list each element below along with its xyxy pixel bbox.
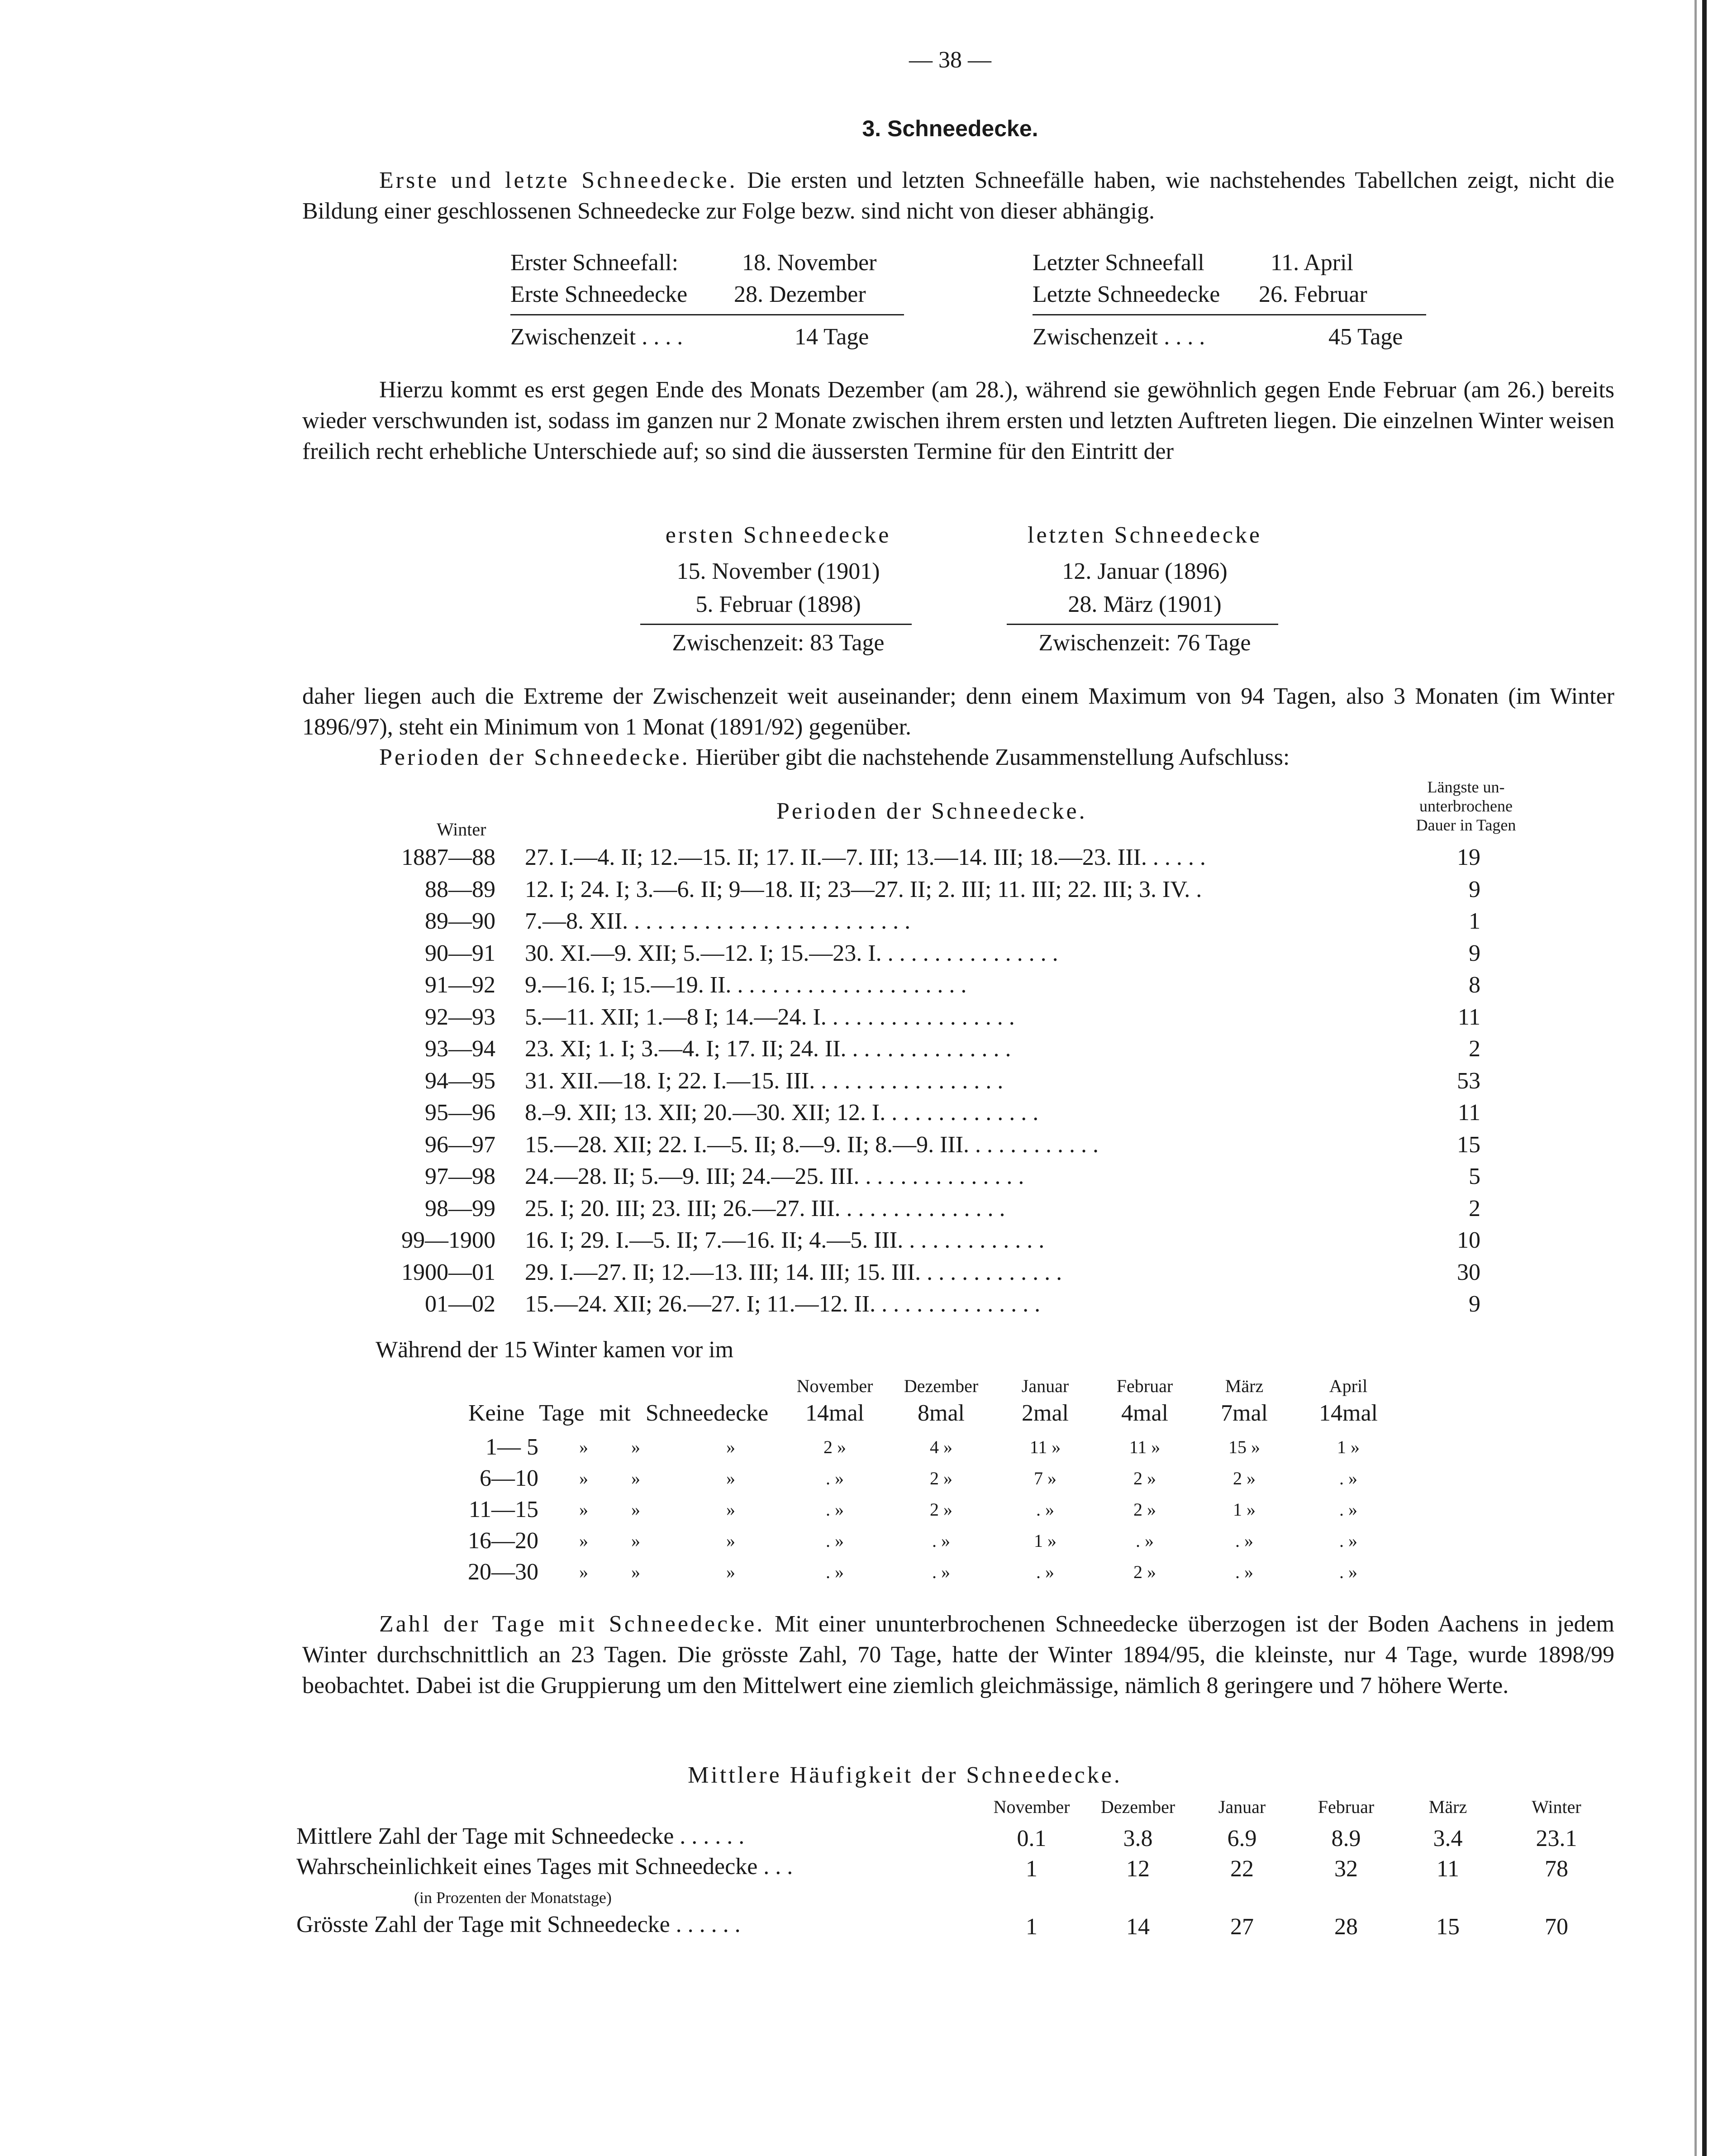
freq-value: . »: [1136, 1531, 1154, 1551]
t1-right-label-1: Letzter Schneefall: [1033, 250, 1204, 276]
freq-value: . »: [1235, 1562, 1253, 1582]
freq-range: 6—10: [480, 1465, 538, 1491]
freq-month-header: November: [796, 1376, 873, 1396]
period-winter: 91—92: [425, 972, 495, 998]
freq-value: . »: [826, 1562, 844, 1582]
period-winter: 95—96: [425, 1100, 495, 1126]
periods-col-periods: Perioden der Schneedecke.: [776, 798, 1087, 824]
freq-keine-value: 14mal: [805, 1400, 864, 1426]
freq-value: . »: [1339, 1499, 1357, 1520]
period-list: 15.—24. XII; 26.—27. I; 11.—12. II. . . . . . . . . . . . . . .: [525, 1291, 1041, 1317]
paragraph-text: Hierüber gibt die nachstehende Zusammenstellung Aufschluss:: [690, 744, 1290, 770]
mittlere-value: 27: [1230, 1914, 1254, 1940]
t2-left-1: 15. November (1901): [676, 558, 880, 584]
t2-right-2: 28. März (1901): [1068, 591, 1222, 617]
period-max: 11: [1457, 1100, 1480, 1126]
mittlere-value: 8.9: [1331, 1826, 1361, 1851]
period-max: 1: [1469, 908, 1480, 934]
freq-range: 16—20: [468, 1528, 538, 1554]
freq-row-label: Keine Tage mit Schneedecke: [468, 1400, 769, 1426]
t2-left-3: Zwischenzeit: 83 Tage: [672, 630, 885, 656]
freq-value: 2 »: [1133, 1468, 1156, 1488]
t2-right-3: Zwischenzeit: 76 Tage: [1038, 630, 1251, 656]
period-list: 29. I.—27. II; 12.—13. III; 14. III; 15. III. . . . . . . . . . . . .: [525, 1259, 1062, 1285]
t1-left-label-3: Zwischenzeit . . . .: [510, 324, 683, 350]
period-list: 8.–9. XII; 13. XII; 20.—30. XII; 12. I. . . . . . . . . . . . . .: [525, 1100, 1039, 1126]
mittlere-row-note: (in Prozenten der Monatstage): [414, 1889, 612, 1907]
period-list: 15.—28. XII; 22. I.—5. II; 8.—9. II; 8.—9. III. . . . . . . . . . . .: [525, 1131, 1099, 1158]
paragraph-onset: Hierzu kommt es erst gegen Ende des Monats Dezember (am 28.), während sie gewöhnlich gegen Ende Februar (am 26.) bereits wieder verschwunden ist, sodass im ganzen nur 2 Monate zwischen ihrem ersten und letzten Auftreten liegen. Die einzelnen Winter weisen freilich recht erhebliche Unterschiede auf; so sind die äussersten Termine für den Eintritt der: [302, 377, 1614, 464]
mittlere-value: 32: [1334, 1856, 1358, 1882]
freq-ditto: »: [579, 1468, 588, 1488]
period-list: 5.—11. XII; 1.—8 I; 14.—24. I. . . . . . . . . . . . . . . . .: [525, 1004, 1015, 1030]
mittlere-value: 1: [1026, 1914, 1037, 1940]
period-list: 12. I; 24. I; 3.—6. II; 9—18. II; 23—27. II; 2. III; 11. III; 22. III; 3. IV. .: [525, 876, 1202, 902]
period-winter: 01—02: [425, 1291, 495, 1317]
freq-ditto: »: [631, 1531, 640, 1551]
paragraph-lead: Zahl der Tage mit Schneedecke.: [379, 1611, 765, 1637]
freq-value: 1 »: [1034, 1531, 1056, 1551]
freq-value: . »: [1036, 1499, 1054, 1520]
freq-month-header: März: [1225, 1376, 1264, 1396]
mittlere-col-header: November: [993, 1797, 1070, 1817]
mittlere-value: 23.1: [1536, 1826, 1577, 1851]
freq-keine-value: 2mal: [1022, 1400, 1069, 1426]
period-max: 9: [1469, 876, 1480, 902]
freq-value: 2 »: [1133, 1562, 1156, 1582]
period-max: 2: [1469, 1036, 1480, 1062]
mittlere-col-header: Februar: [1318, 1797, 1375, 1817]
freq-keine-value: 7mal: [1221, 1400, 1268, 1426]
t1-right-rule: [1033, 314, 1426, 315]
period-winter: 1887—88: [401, 844, 495, 870]
paragraph-lead: Erste und letzte Schneedecke.: [379, 167, 738, 193]
mittlere-value: 6.9: [1227, 1826, 1257, 1851]
mittlere-value: 14: [1126, 1914, 1150, 1940]
freq-range: 1— 5: [485, 1434, 538, 1460]
freq-value: 1 »: [1337, 1437, 1360, 1457]
period-winter: 90—91: [425, 940, 495, 966]
freq-value: . »: [1339, 1531, 1357, 1551]
period-winter: 1900—01: [401, 1259, 495, 1285]
freq-range: 20—30: [468, 1559, 538, 1585]
freq-ditto: »: [579, 1499, 588, 1520]
freq-ditto: »: [631, 1437, 640, 1457]
period-list: 7.—8. XII. . . . . . . . . . . . . . . . . . . . . . . . .: [525, 908, 911, 934]
periods-col-longest-1: Längste un-: [1427, 778, 1505, 796]
t1-left-value-3: 14 Tage: [795, 324, 869, 350]
paragraph-text: Mit einer ununterbrochenen Schneedecke überzogen ist der Boden Aachens in jedem Winter durchschnittlich an 23 Tagen. Die grösste Zahl, 70 Tage, hatte der Winter 1894/95, die kleinste, nur 4 Tage, wurde 1898/99 beobachtet. Dabei ist die Gruppierung um den Mittelwert eine ziemlich gleichmässige, nämlich 8 geringere und 7 höhere Werte.: [302, 1611, 1614, 1698]
t1-right-value-3: 45 Tage: [1328, 324, 1403, 350]
scan-edge-shadow: [1694, 0, 1697, 2156]
mittlere-value: 3.8: [1123, 1826, 1153, 1851]
t2-right-1: 12. Januar (1896): [1062, 558, 1228, 584]
freq-value: . »: [932, 1531, 950, 1551]
freq-ditto: »: [726, 1499, 735, 1520]
freq-month-header: Januar: [1021, 1376, 1069, 1396]
mittlere-value: 11: [1436, 1856, 1460, 1882]
mittlere-row-label: Mittlere Zahl der Tage mit Schneedecke . . . . . .: [296, 1823, 745, 1849]
freq-range: 11—15: [468, 1497, 538, 1522]
period-max: 9: [1469, 1291, 1480, 1317]
section-title: 3. Schneedecke.: [862, 116, 1038, 141]
paragraph-lead: Perioden der Schneedecke.: [379, 744, 690, 770]
paragraph-extremes: daher liegen auch die Extreme der Zwischenzeit weit auseinander; denn einem Maximum von 94 Tagen, also 3 Monaten (im Winter 1896/97), steht ein Minimum von 1 Monat (1891/92) gegenüber.: [302, 683, 1614, 740]
mittlere-title: Mittlere Häufigkeit der Schneedecke.: [688, 1762, 1122, 1788]
mittlere-value: 12: [1126, 1856, 1150, 1882]
t1-right-label-2: Letzte Schneedecke: [1033, 281, 1220, 307]
period-max: 53: [1457, 1068, 1480, 1094]
t2-right-rule: [1007, 624, 1278, 625]
period-winter: 94—95: [425, 1068, 495, 1094]
freq-ditto: »: [631, 1468, 640, 1488]
freq-value: 2 »: [930, 1499, 952, 1520]
freq-ditto: »: [726, 1562, 735, 1582]
period-winter: 92—93: [425, 1004, 495, 1030]
period-list: 31. XII.—18. I; 22. I.—15. III. . . . . . . . . . . . . . . . .: [525, 1068, 1004, 1094]
period-max: 5: [1469, 1164, 1480, 1189]
freq-value: 11 »: [1129, 1437, 1161, 1457]
freq-value: . »: [1339, 1562, 1357, 1582]
mittlere-value: 22: [1230, 1856, 1254, 1882]
freq-value: . »: [826, 1531, 844, 1551]
period-max: 10: [1457, 1227, 1480, 1253]
period-winter: 96—97: [425, 1131, 495, 1158]
freq-value: 15 »: [1228, 1437, 1260, 1457]
mittlere-row-label: Grösste Zahl der Tage mit Schneedecke . . . . . .: [296, 1912, 741, 1937]
page-number: — 38 —: [909, 47, 991, 73]
freq-ditto: »: [726, 1468, 735, 1488]
period-list: 23. XI; 1. I; 3.—4. I; 17. II; 24. II. . . . . . . . . . . . . . .: [525, 1036, 1011, 1062]
paragraph-days-count: [302, 1609, 1614, 1701]
freq-value: . »: [1235, 1531, 1253, 1551]
period-max: 30: [1457, 1259, 1480, 1285]
freq-ditto: »: [579, 1437, 588, 1457]
t1-right-value-1: 11. April: [1271, 250, 1353, 276]
period-list: 24.—28. II; 5.—9. III; 24.—25. III. . . . . . . . . . . . . . .: [525, 1164, 1024, 1189]
t2-left-rule: [640, 624, 912, 625]
period-list: 25. I; 20. III; 23. III; 26.—27. III. . . . . . . . . . . . . . .: [525, 1195, 1005, 1221]
scan-edge: [1702, 0, 1707, 2156]
periods-col-longest-2: unterbrochene: [1419, 797, 1513, 815]
period-winter: 98—99: [425, 1195, 495, 1221]
period-winter: 93—94: [425, 1036, 495, 1062]
t2-left-2: 5. Februar (1898): [695, 591, 861, 617]
period-max: 15: [1457, 1131, 1480, 1158]
t2-head-right: letzten Schneedecke: [1028, 522, 1262, 548]
t1-left-rule: [510, 314, 904, 315]
freq-keine-value: 4mal: [1121, 1400, 1168, 1426]
freq-value: 2 »: [1233, 1468, 1256, 1488]
freq-value: . »: [1036, 1562, 1054, 1582]
paragraph-text: Die ersten und letzten Schneefälle haben, wie nachstehendes Tabellchen zeigt, nicht die Bildung einer geschlossenen Schneedecke zur Folge bezw. sind nicht von dieser abhängig.: [302, 167, 1614, 224]
freq-ditto: »: [579, 1531, 588, 1551]
t1-left-value-1: 18. November: [742, 250, 877, 276]
mittlere-value: 15: [1436, 1914, 1460, 1940]
freq-value: 11 »: [1029, 1437, 1061, 1457]
period-list: 27. I.—4. II; 12.—15. II; 17. II.—7. III; 13.—14. III; 18.—23. III. . . . . .: [525, 844, 1206, 870]
t2-head-left: ersten Schneedecke: [665, 522, 891, 548]
freq-value: 7 »: [1034, 1468, 1056, 1488]
freq-value: . »: [1339, 1468, 1357, 1488]
period-max: 2: [1469, 1195, 1480, 1221]
period-max: 19: [1457, 844, 1480, 870]
paragraph-frequency-intro: Während der 15 Winter kamen vor im: [376, 1337, 734, 1363]
mittlere-col-header: Dezember: [1100, 1797, 1175, 1817]
period-winter: 88—89: [425, 876, 495, 902]
freq-keine-value: 14mal: [1319, 1400, 1378, 1426]
period-list: 9.—16. I; 15.—19. II. . . . . . . . . . . . . . . . . . . . .: [525, 972, 967, 998]
freq-month-header: Dezember: [904, 1376, 979, 1396]
period-winter: 89—90: [425, 908, 495, 934]
period-winter: 97—98: [425, 1164, 495, 1189]
freq-value: 2 »: [1133, 1499, 1156, 1520]
t1-left-label-1: Erster Schneefall:: [510, 250, 679, 276]
freq-ditto: »: [631, 1499, 640, 1520]
freq-value: 1 »: [1233, 1499, 1256, 1520]
mittlere-value: 78: [1545, 1856, 1568, 1882]
mittlere-col-header: Winter: [1532, 1797, 1581, 1817]
mittlere-value: 28: [1334, 1914, 1358, 1940]
mittlere-col-header: Januar: [1218, 1797, 1266, 1817]
freq-month-header: April: [1329, 1376, 1368, 1396]
freq-ditto: »: [726, 1531, 735, 1551]
freq-ditto: »: [726, 1437, 735, 1457]
mittlere-value: 70: [1545, 1914, 1568, 1940]
freq-value: . »: [826, 1499, 844, 1520]
paragraph-periods-intro: [302, 742, 1614, 773]
t1-left-label-2: Erste Schneedecke: [510, 281, 688, 307]
t1-left-value-2: 28. Dezember: [734, 281, 866, 307]
freq-value: . »: [826, 1468, 844, 1488]
t1-right-value-2: 26. Februar: [1259, 281, 1367, 307]
period-list: 16. I; 29. I.—5. II; 7.—16. II; 4.—5. III. . . . . . . . . . . . .: [525, 1227, 1045, 1253]
period-max: 8: [1469, 972, 1480, 998]
freq-value: 4 »: [930, 1437, 952, 1457]
mittlere-col-header: März: [1428, 1797, 1467, 1817]
freq-ditto: »: [631, 1562, 640, 1582]
freq-keine-value: 8mal: [918, 1400, 965, 1426]
periods-col-winter: Winter: [437, 819, 486, 840]
freq-value: 2 »: [823, 1437, 846, 1457]
period-max: 9: [1469, 940, 1480, 966]
mittlere-row-label: Wahrscheinlichkeit eines Tages mit Schneedecke . . .: [296, 1854, 793, 1879]
freq-month-header: Februar: [1116, 1376, 1173, 1396]
period-max: 11: [1457, 1004, 1480, 1030]
mittlere-value: 3.4: [1433, 1826, 1463, 1851]
t1-right-label-3: Zwischenzeit . . . .: [1033, 324, 1205, 350]
paragraph-first-last-snow: [302, 165, 1614, 227]
freq-value: . »: [932, 1562, 950, 1582]
freq-value: 2 »: [930, 1468, 952, 1488]
periods-col-longest-3: Dauer in Tagen: [1416, 816, 1516, 834]
mittlere-value: 0.1: [1017, 1826, 1047, 1851]
mittlere-value: 1: [1026, 1856, 1037, 1882]
freq-ditto: »: [579, 1562, 588, 1582]
period-list: 30. XI.—9. XII; 5.—12. I; 15.—23. I. . . . . . . . . . . . . . . .: [525, 940, 1058, 966]
period-winter: 99—1900: [401, 1227, 495, 1253]
